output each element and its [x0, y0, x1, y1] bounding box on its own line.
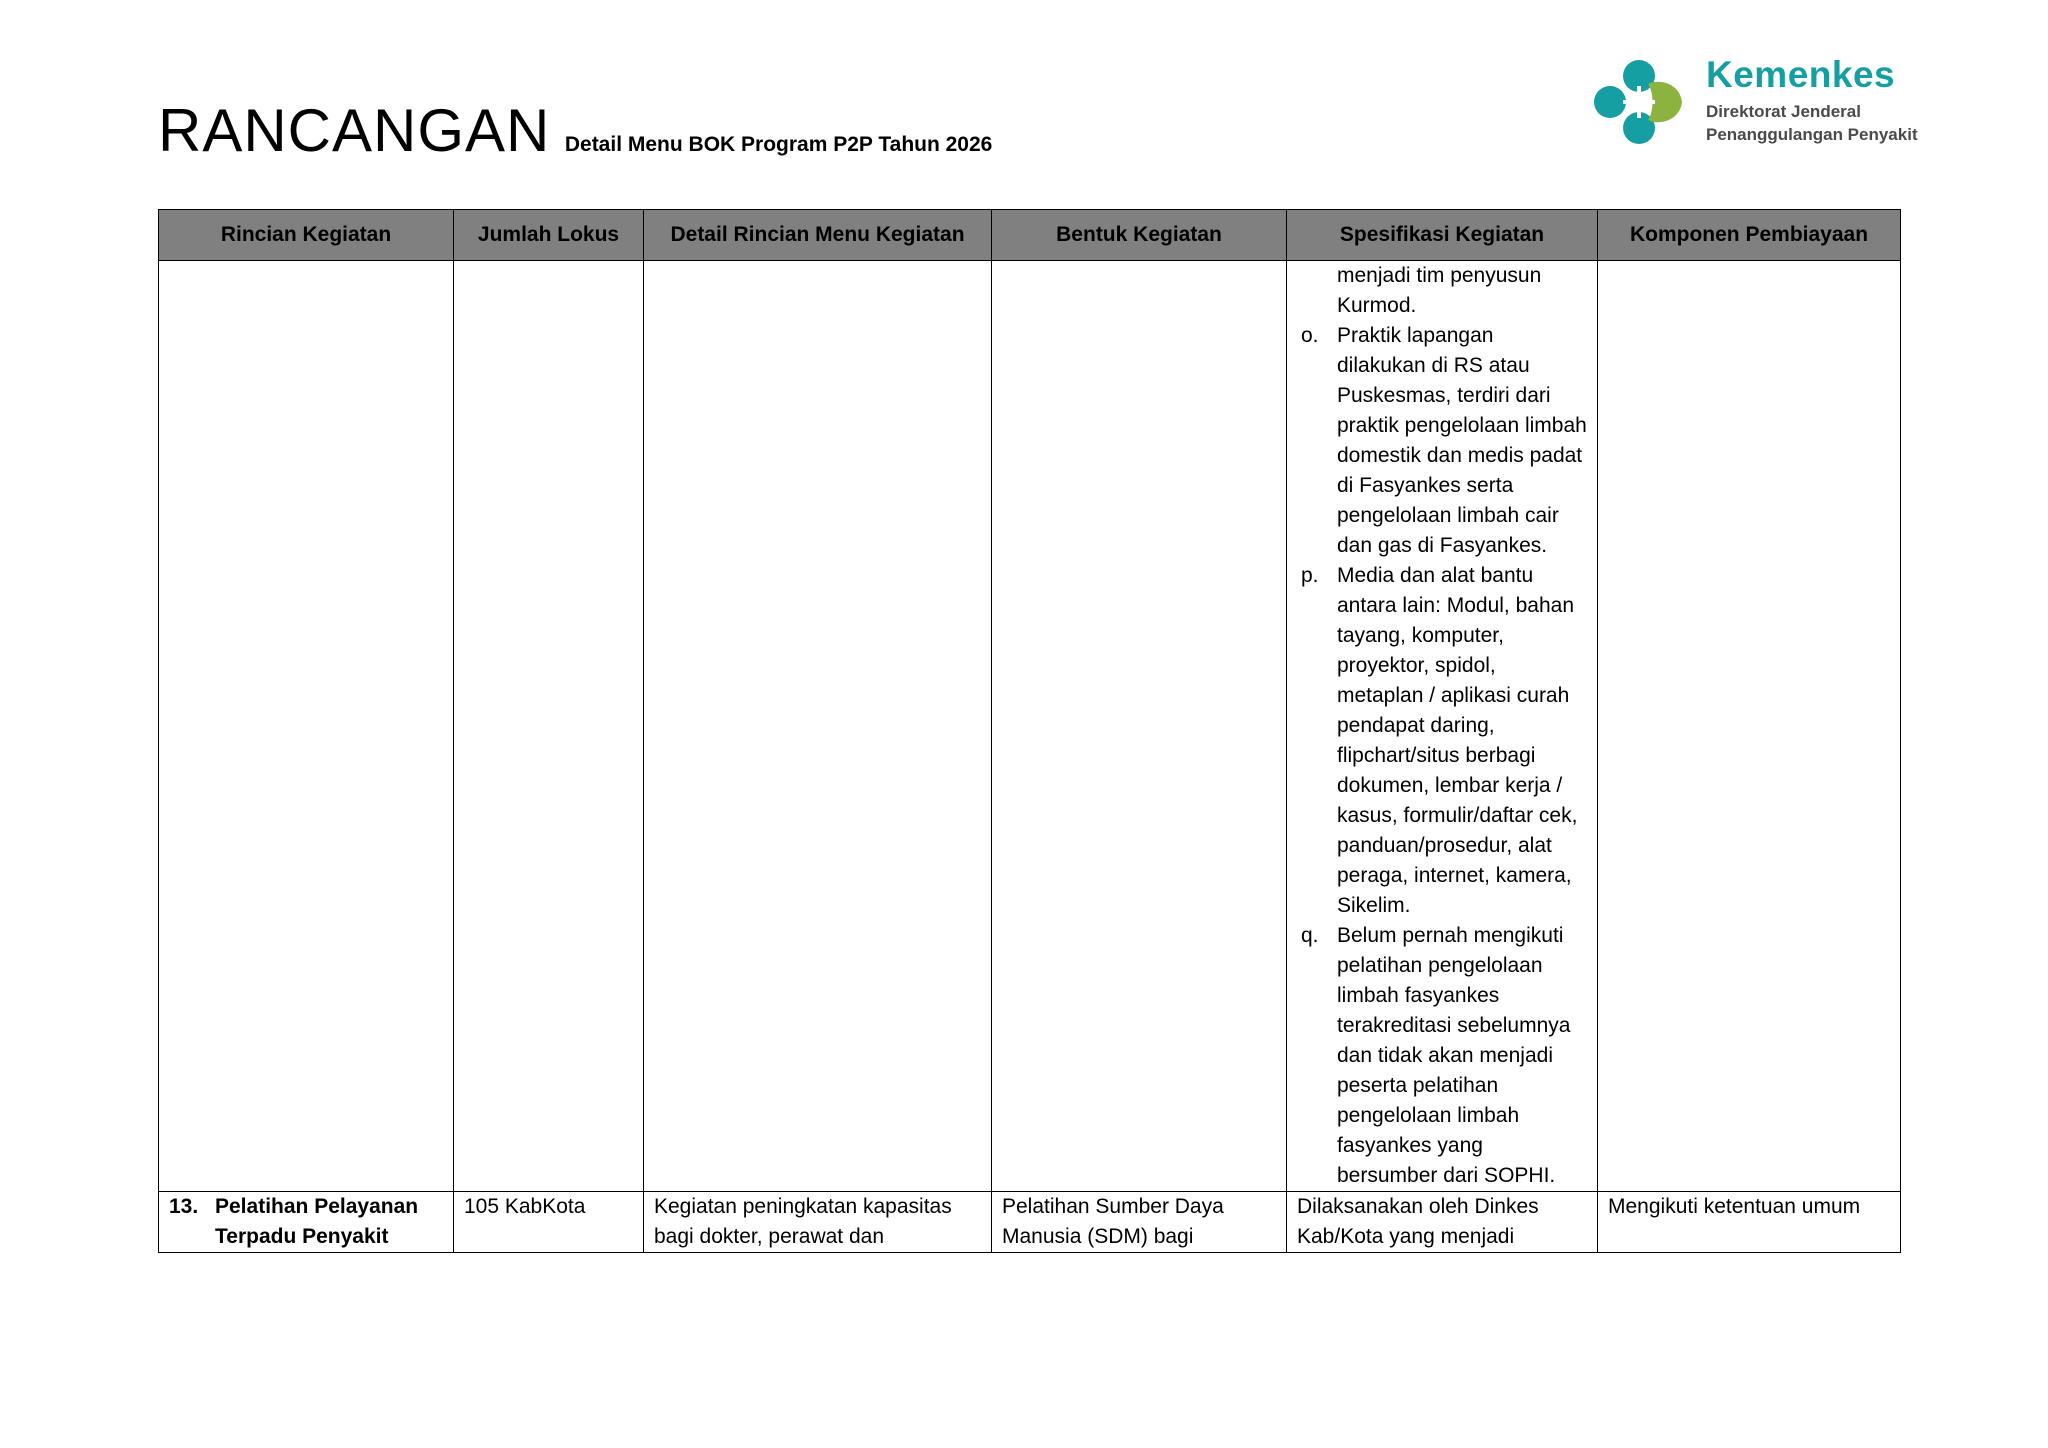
column-header: Jumlah Lokus: [454, 210, 644, 261]
document-title-row: [158, 96, 992, 165]
document-title: RANCANGAN: [158, 97, 551, 164]
bentuk-cell: [992, 261, 1287, 1192]
list-item-text: Praktik lapangan dilakukan di RS atau Puskesmas, terdiri dari praktik pengelolaan limbah domestik dan medis padat di Fasyankes serta pengelolaan limbah cair dan gas di Fasyankes.: [1337, 324, 1587, 557]
spesifikasi-cell: Dilaksanakan oleh Dinkes Kab/Kota yang menjadi: [1287, 1192, 1598, 1253]
lokus-cell: 105 KabKota: [454, 1192, 644, 1253]
logo-subtitle-line1: Direktorat Jenderal: [1706, 102, 1861, 121]
table-header-row: [159, 210, 1901, 261]
column-header: Komponen Pembiayaan: [1598, 210, 1901, 261]
komponen-cell: Mengikuti ketentuan umum: [1598, 1192, 1901, 1253]
bentuk-cell: Pelatihan Sumber Daya Manusia (SDM) bagi: [992, 1192, 1287, 1253]
list-item: [1297, 561, 1587, 921]
komponen-cell: [1598, 261, 1901, 1192]
spec-list: [1297, 321, 1587, 1191]
list-marker: p.: [1301, 564, 1319, 587]
kemenkes-logo-icon: [1590, 56, 1686, 148]
activity-table: [158, 209, 1901, 1253]
list-item: [1297, 321, 1587, 561]
document-subtitle: Detail Menu BOK Program P2P Tahun 2026: [564, 133, 993, 156]
detail-cell: [644, 261, 992, 1192]
column-header: Spesifikasi Kegiatan: [1287, 210, 1598, 261]
lokus-cell: [454, 261, 644, 1192]
spec-continuation: menjadi tim penyusun Kurmod.: [1337, 264, 1542, 317]
table-row: [159, 1192, 1901, 1253]
rincian-cell: [159, 261, 454, 1192]
rincian-text: Pelatihan Pelayanan Terpadu Penyakit: [215, 1195, 419, 1248]
list-item-text: Belum pernah mengikuti pelatihan pengelolaan limbah fasyankes terakreditasi sebelumnya dan tidak akan menjadi peserta pelatihan pengelolaan limbah fasyankes yang bersumber dari SOPHI.: [1337, 924, 1571, 1187]
list-marker: q.: [1301, 924, 1319, 947]
column-header: Bentuk Kegiatan: [992, 210, 1287, 261]
logo-subtitle-line2: Penanggulangan Penyakit: [1706, 125, 1918, 144]
rincian-cell: [159, 1192, 454, 1253]
detail-cell: Kegiatan peningkatan kapasitas bagi dokter, perawat dan: [644, 1192, 992, 1253]
kemenkes-logo: [1590, 52, 1950, 152]
list-item-text: Media dan alat bantu antara lain: Modul, bahan tayang, komputer, proyektor, spidol, metaplan / aplikasi curah pendapat daring, flipchart/situs berbagi dokumen, lembar kerja / kasus, formulir/daftar cek, panduan/prosedur, alat peraga, internet, kamera, Sikelim.: [1337, 564, 1578, 917]
row-number: 13.: [169, 1195, 199, 1218]
column-header: Detail Rincian Menu Kegiatan: [644, 210, 992, 261]
list-marker: o.: [1301, 324, 1319, 347]
table-row: [159, 261, 1901, 1192]
list-item: [1297, 921, 1587, 1191]
column-header: Rincian Kegiatan: [159, 210, 454, 261]
logo-name: Kemenkes: [1706, 54, 1896, 95]
spesifikasi-cell: [1287, 261, 1598, 1192]
